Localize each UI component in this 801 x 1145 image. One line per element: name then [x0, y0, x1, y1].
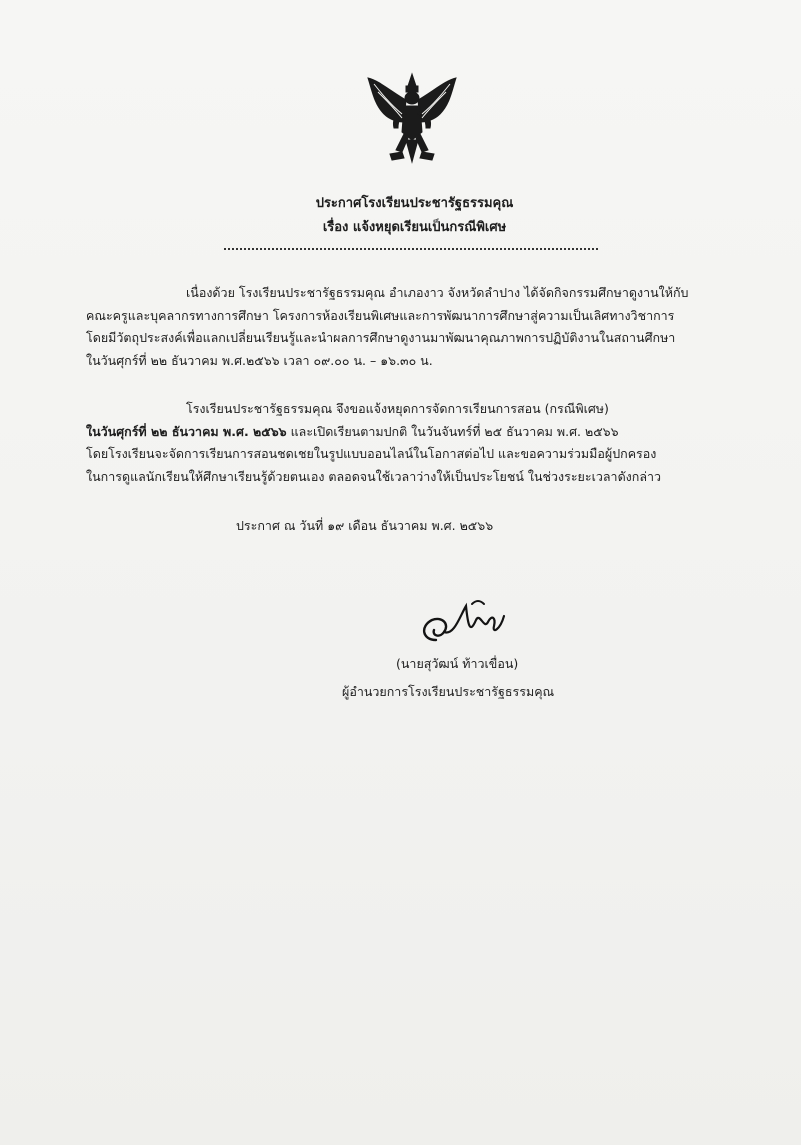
paragraph-closure-notice — [86, 398, 736, 488]
paragraph-line: ในการดูแลนักเรียนให้ศึกษาเรียนรู้ด้วยตนเอง ตลอดจนใช้เวลาว่างให้เป็นประโยชน์ ในช่วงระยะเวลาดังกล่าว — [86, 468, 662, 484]
garuda-emblem-icon — [362, 70, 462, 170]
signature-icon — [414, 596, 514, 656]
paragraph-reason — [86, 282, 736, 372]
dotted-divider — [224, 248, 598, 250]
paragraph-line — [86, 421, 736, 444]
paragraph-line: คณะครูและบุคลากรทางการศึกษา โครงการห้องเรียนพิเศษและการพัฒนาการศึกษาสู่ความเป็นเลิศทางวิชาการ — [86, 307, 675, 323]
announcement-title: ประกาศโรงเรียนประชารัฐธรรมคุณ — [315, 196, 514, 211]
paragraph-line: โดยโรงเรียนจะจัดการเรียนการสอนชดเชยในรูปแบบออนไลน์ในโอกาสต่อไป และขอความร่วมมือผู้ปกครอง — [86, 446, 657, 461]
reopen-date-text: และเปิดเรียนตามปกติ ในวันจันทร์ที่ ๒๕ ธันวาคม พ.ศ. ๒๕๖๖ — [286, 423, 619, 439]
signer-name: (นายสุวัฒน์ ท้าวเขื่อน) — [396, 656, 519, 671]
closure-date-bold: ในวันศุกร์ที่ ๒๒ ธันวาคม พ.ศ. ๒๕๖๖ — [86, 423, 287, 439]
paragraph-line: ในวันศุกร์ที่ ๒๒ ธันวาคม พ.ศ.๒๕๖๖ เวลา ๐๙.๐๐ น. – ๑๖.๓๐ น. — [86, 352, 433, 368]
paragraph-line: เนื่องด้วย โรงเรียนประชารัฐธรรมคุณ อำเภองาว จังหวัดลำปาง ได้จัดกิจกรรมศึกษาดูงานให้กับ — [186, 285, 689, 300]
paragraph-line: โดยมีวัตถุประสงค์เพื่อแลกเปลี่ยนเรียนรู้และนำผลการศึกษาดูงานมาพัฒนาคุณภาพการปฏิบัติงานในสถานศึกษา — [86, 330, 676, 345]
paragraph-line: โรงเรียนประชารัฐธรรมคุณ จึงขอแจ้งหยุดการจัดการเรียนการสอน (กรณีพิเศษ) — [186, 401, 609, 416]
signer-position: ผู้อำนวยการโรงเรียนประชารัฐธรรมคุณ — [342, 684, 555, 699]
announcement-subject: เรื่อง แจ้งหยุดเรียนเป็นกรณีพิเศษ — [322, 220, 507, 235]
announce-date: ประกาศ ณ วันที่ ๑๙ เดือน ธันวาคม พ.ศ. ๒๕๖๖ — [236, 518, 494, 533]
